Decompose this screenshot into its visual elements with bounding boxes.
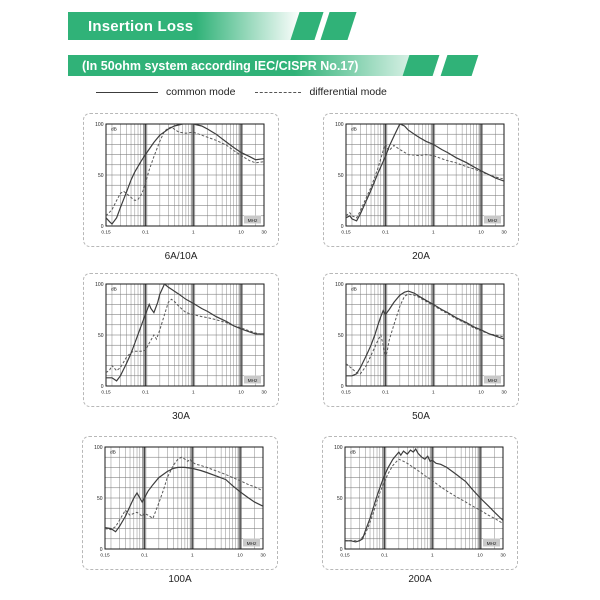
svg-text:0.1: 0.1 bbox=[382, 390, 389, 396]
chart-caption: 6A/10A bbox=[164, 251, 198, 262]
svg-text:0.1: 0.1 bbox=[142, 390, 149, 396]
svg-text:30: 30 bbox=[261, 390, 267, 396]
svg-text:0.1: 0.1 bbox=[381, 553, 388, 559]
common-mode-line-icon bbox=[96, 92, 158, 93]
svg-text:0.15: 0.15 bbox=[341, 230, 351, 236]
svg-text:100: 100 bbox=[95, 281, 104, 288]
svg-text:100: 100 bbox=[95, 121, 104, 128]
svg-text:30: 30 bbox=[260, 553, 266, 559]
differential-mode-line-icon bbox=[255, 92, 301, 93]
svg-text:MHz: MHz bbox=[487, 378, 498, 384]
svg-text:100: 100 bbox=[335, 121, 344, 128]
chart-svg bbox=[86, 116, 276, 244]
insertion-loss-chart-50a bbox=[323, 273, 519, 407]
svg-text:100: 100 bbox=[335, 281, 344, 288]
svg-text:10: 10 bbox=[478, 390, 484, 396]
svg-text:50: 50 bbox=[97, 332, 104, 339]
banner-slash-icon bbox=[290, 12, 323, 40]
svg-text:dB: dB bbox=[351, 127, 357, 133]
svg-text:MHz: MHz bbox=[246, 541, 257, 547]
svg-text:0.1: 0.1 bbox=[141, 553, 148, 559]
svg-text:1: 1 bbox=[191, 553, 194, 559]
insertion-loss-chart-20a bbox=[323, 113, 519, 247]
svg-text:50: 50 bbox=[97, 172, 104, 179]
svg-text:1: 1 bbox=[192, 230, 195, 236]
svg-text:MHz: MHz bbox=[247, 218, 258, 224]
svg-text:0.15: 0.15 bbox=[341, 390, 351, 396]
svg-text:0.15: 0.15 bbox=[101, 390, 111, 396]
svg-text:30: 30 bbox=[501, 390, 507, 396]
chart-cell-20a bbox=[323, 113, 519, 262]
legend-common-label: common mode bbox=[166, 86, 236, 98]
svg-text:50: 50 bbox=[337, 172, 344, 179]
svg-text:dB: dB bbox=[111, 287, 117, 293]
chart-svg bbox=[325, 439, 515, 567]
svg-text:0: 0 bbox=[99, 546, 103, 553]
svg-text:dB: dB bbox=[350, 450, 356, 456]
svg-text:0.1: 0.1 bbox=[382, 230, 389, 236]
svg-text:10: 10 bbox=[478, 230, 484, 236]
svg-text:30: 30 bbox=[501, 230, 507, 236]
svg-text:MHz: MHz bbox=[247, 378, 258, 384]
svg-text:0: 0 bbox=[339, 546, 343, 553]
svg-text:50: 50 bbox=[337, 332, 344, 339]
svg-text:100: 100 bbox=[94, 444, 103, 451]
svg-text:100: 100 bbox=[334, 444, 343, 451]
svg-text:50: 50 bbox=[336, 495, 343, 502]
svg-text:0: 0 bbox=[100, 223, 104, 230]
chart-caption: 50A bbox=[412, 411, 430, 422]
banner-slash-icon bbox=[320, 12, 356, 40]
svg-text:dB: dB bbox=[110, 450, 116, 456]
svg-text:0.15: 0.15 bbox=[100, 553, 110, 559]
banner-slash-icon bbox=[441, 55, 479, 76]
chart-svg bbox=[326, 116, 516, 244]
title-banner bbox=[68, 12, 352, 40]
chart-cell-6a-10a bbox=[83, 113, 279, 262]
chart-caption: 30A bbox=[172, 411, 190, 422]
svg-text:1: 1 bbox=[192, 390, 195, 396]
chart-svg bbox=[326, 276, 516, 404]
svg-text:dB: dB bbox=[111, 127, 117, 133]
svg-text:0.1: 0.1 bbox=[142, 230, 149, 236]
svg-text:0: 0 bbox=[100, 383, 104, 390]
svg-text:0.15: 0.15 bbox=[340, 553, 350, 559]
insertion-loss-chart-30a bbox=[83, 273, 279, 407]
svg-text:0: 0 bbox=[340, 383, 344, 390]
chart-caption: 100A bbox=[168, 574, 192, 585]
chart-cell-100a bbox=[82, 436, 278, 585]
insertion-loss-chart-6a-10a bbox=[83, 113, 279, 247]
page-title: Insertion Loss bbox=[88, 17, 194, 35]
svg-text:0: 0 bbox=[340, 223, 344, 230]
chart-caption: 20A bbox=[412, 251, 430, 262]
banner-slash-icon bbox=[403, 55, 440, 76]
svg-text:10: 10 bbox=[238, 390, 244, 396]
chart-caption: 200A bbox=[408, 574, 432, 585]
svg-text:MHz: MHz bbox=[486, 541, 497, 547]
svg-text:10: 10 bbox=[237, 553, 243, 559]
svg-text:10: 10 bbox=[477, 553, 483, 559]
chart-cell-50a bbox=[323, 273, 519, 422]
chart-svg bbox=[86, 276, 276, 404]
svg-text:10: 10 bbox=[238, 230, 244, 236]
legend bbox=[96, 86, 387, 98]
subtitle-banner bbox=[68, 55, 480, 76]
svg-text:1: 1 bbox=[431, 553, 434, 559]
svg-text:0.15: 0.15 bbox=[101, 230, 111, 236]
legend-differential-label: differential mode bbox=[309, 86, 387, 98]
svg-text:30: 30 bbox=[261, 230, 267, 236]
chart-svg bbox=[85, 439, 275, 567]
svg-text:1: 1 bbox=[432, 230, 435, 236]
svg-text:dB: dB bbox=[351, 287, 357, 293]
chart-cell-200a bbox=[322, 436, 518, 585]
insertion-loss-chart-200a bbox=[322, 436, 518, 570]
page-subtitle: (In 50ohm system according IEC/CISPR No.17) bbox=[82, 58, 359, 73]
chart-cell-30a bbox=[83, 273, 279, 422]
svg-text:30: 30 bbox=[500, 553, 506, 559]
svg-text:MHz: MHz bbox=[487, 218, 498, 224]
svg-text:50: 50 bbox=[96, 495, 103, 502]
svg-text:1: 1 bbox=[432, 390, 435, 396]
insertion-loss-chart-100a bbox=[82, 436, 278, 570]
